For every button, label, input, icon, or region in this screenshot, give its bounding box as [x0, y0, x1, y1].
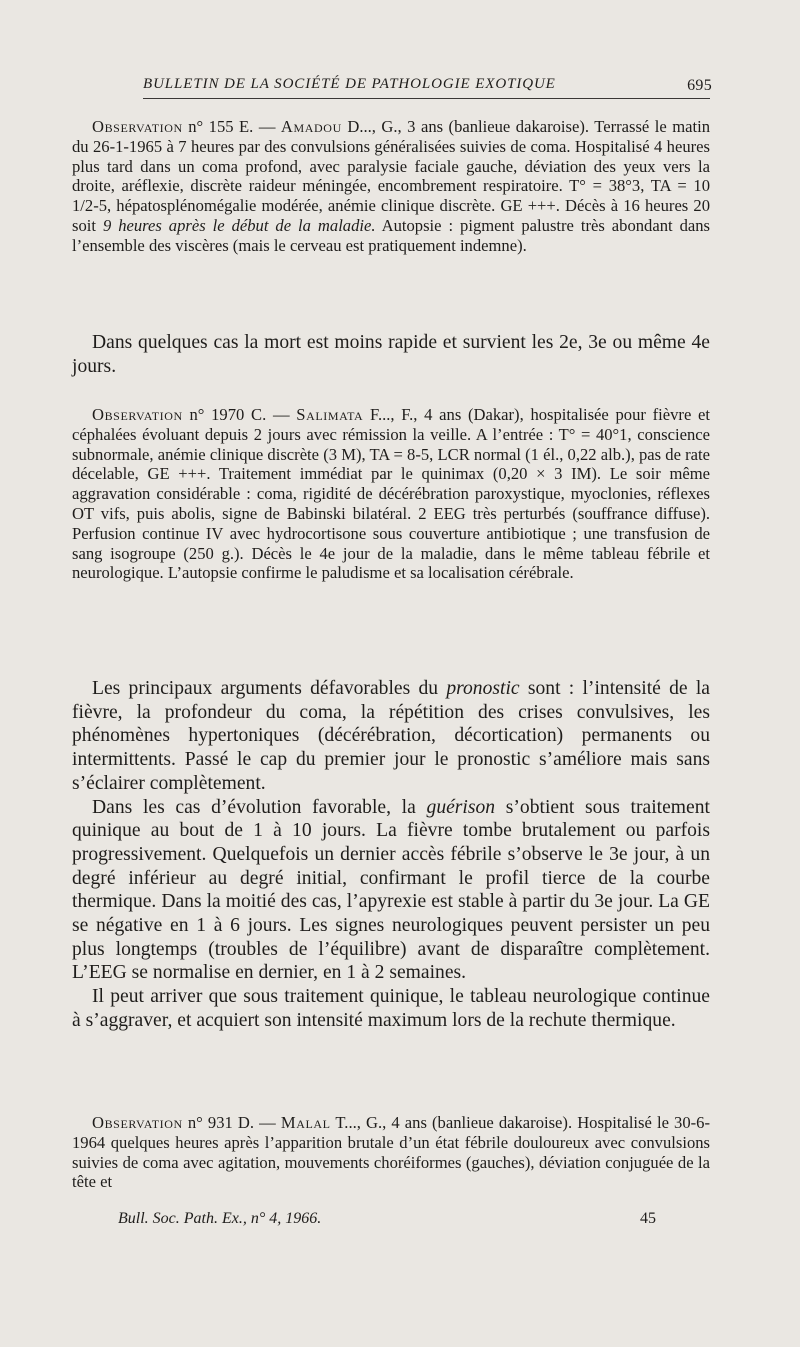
page-footer: [118, 1210, 658, 1228]
healing-end: s’obtient sous traitement quinique au bout de 1 à 10 jours. La fièvre tombe brutalement ou parfois progressivement. Quelquefois un dernier accès fébrile s’observe le 3e jour, à un degré inférieur au degré initial, confirmant le profil tierce de la courbe thermique. Dans la moitié des cas, l’apyrexie est stable à partir du 3e jour. La GE se négative en 1 à 6 jours. Les signes neurologiques peuvent persister un peu plus longtemps (troubles de l’équilibre) avant de disparaître complètement. L’EEG se normalise en dernier, en 1 à 2 semaines.: [72, 796, 710, 984]
journal-citation: Bull. Soc. Path. Ex., n° 4, 1966.: [118, 1210, 322, 1227]
dash: —: [266, 405, 297, 424]
paragraph-death: [72, 331, 710, 378]
paragraph-prognosis: [72, 677, 710, 796]
healing-start: Dans les cas d’évolution favorable, la: [92, 796, 427, 818]
paragraph-healing: [72, 796, 710, 986]
discussion-section: [72, 677, 710, 1033]
prognosis-emphasis: pronostic: [446, 678, 520, 699]
observation-number: n° 931 D.: [187, 1113, 255, 1132]
signature-number: 45: [640, 1210, 656, 1227]
observation-number: n° 1970 C.: [189, 405, 267, 424]
observation-label: Observation: [92, 1113, 183, 1132]
dash: —: [254, 1113, 281, 1132]
page-number: 695: [687, 77, 712, 94]
healing-emphasis: guérison: [426, 796, 496, 818]
patient-name: Malal: [280, 1113, 331, 1132]
dash: —: [253, 117, 281, 136]
observation-text: F..., F., 4 ans (Dakar), hospitalisée pour fièvre et céphalées évoluant depuis 2 jours avec rémission la veille. A l’entrée : T° = 40°1, conscience subnormale, anémie clinique discrète (3 M), TA = 8-5, LCR normal (1 él., 0,22 alb.), pas de rate décelable, GE +++. Traitement immédiat par le quinimax (0,20 × 3 IM). Le soir même aggravation considérable : coma, rigidité de décérébration paroxystique, myoclonies, réflexes OT vifs, puis abolis, signe de Babinski bilatéral. 2 EEG très perturbés (souffrance diffuse). Perfusion continue IV avec hydrocortisone sous couverture antibiotique ; une transfusion de sang isogroupe (250 g.). Décès le 4e jour de la maladie, dans le même tableau fébrile et neurologique. L’autopsie confirme le paludisme et sa localisation cérébrale.: [72, 405, 711, 583]
observation-label: Observation: [92, 117, 183, 136]
prognosis-start: Les principaux arguments défavorables du: [92, 678, 447, 699]
observation-text: D..., G., 3 ans (banlieue dakaroise). Terrassé le matin du 26-1-1965 à 7 heures par des convulsions généralisées suivies de coma. Hospitalisé 4 heures plus tard dans un coma profond, avec paralysie faciale gauche, déviation des yeux vers la droite, aréflexie, discrète raideur méningée, encombrement respiratoire. T° = 38°3, TA = 10 1/2-5, hépatosplénomégalie modérée, anémie clinique discrète. GE +++. Décès à 16 heures 20 soit: [72, 117, 711, 235]
observation-text-end: Autopsie : pigment palustre très abondant dans l’ensemble des viscères (mais le cerveau est pratiquement indemne).: [72, 215, 711, 255]
observation-number: n° 155 E.: [188, 117, 254, 136]
patient-name: Amadou: [280, 117, 342, 136]
prognosis-end: sont : l’intensité de la fièvre, la profondeur du coma, la répétition des crises convulsives, les phénomènes hypertoniques (décérébration, décortication) permanents ou intermittents. Passé le cap du premier jour le pronostic s’améliore mais sans s’éclairer complètement.: [72, 678, 710, 794]
journal-title: BULLETIN DE LA SOCIÉTÉ DE PATHOLOGIE EXOTIQUE: [143, 76, 556, 92]
observation-emphasis: 9 heures après le début de la maladie.: [102, 215, 376, 235]
observation-label: Observation: [92, 405, 183, 424]
observation-text: T..., G., 4 ans (banlieue dakaroise). Hospitalisé le 30-6-1964 quelques heures après l’apparition brutale d’un état fébrile douloureux avec convulsions suivies de coma avec agitation, mouvements choréiformes (gauches), déviation conjuguée de la tête et: [72, 1113, 710, 1192]
paragraph-worsen: Il peut arriver que sous traitement quinique, le tableau neurologique continue à s’aggraver, et acquiert son intensité maximum lors de la rechute thermique.: [72, 986, 710, 1031]
observation-155: [72, 117, 710, 256]
observation-931: [72, 1113, 710, 1192]
running-header: [143, 76, 710, 99]
patient-name: Salimata: [296, 405, 364, 424]
paragraph-death-text: Dans quelques cas la mort est moins rapide et survient les 2e, 3e ou même 4e jours.: [72, 332, 710, 377]
observation-1970: [72, 405, 710, 583]
